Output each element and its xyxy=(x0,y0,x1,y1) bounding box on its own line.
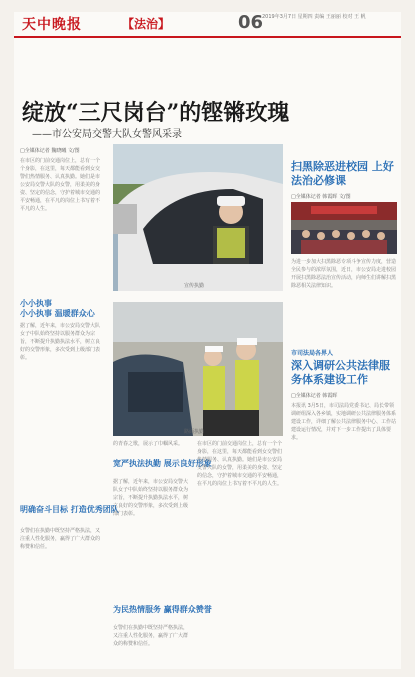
section-heading-3: 宽严执法执勤 展示良好形象 xyxy=(113,459,212,468)
column-1b-text: 据了解，近年来，市公安局交警大队女子中队始终坚持以服务群众为宗旨，不断提升执勤执法水平，树立良好的交警形象，多次受到上级部门表彰。 xyxy=(20,323,101,361)
column-1c-text: 女警们在执勤中既坚持严格执法，又注重人性化服务，赢得了广大群众的称赞和信任。 xyxy=(20,528,101,550)
section-heading-4: 为民热情服务 赢得群众赞誉 xyxy=(113,605,212,614)
column-2-intro: 的青春之歌，展示了巾帼风采。 xyxy=(113,441,184,447)
newspaper-logo: 天中晚报 xyxy=(22,17,82,33)
byline: □全媒体记者 魏晓曦 文/图 xyxy=(20,148,80,154)
school-event-photo xyxy=(291,202,397,254)
sidebar-story-1-byline: □全媒体记者 韩霞晖 文/图 xyxy=(291,194,351,200)
column-1-text: 在市区的门前交通岗位上，总有一个个身影，在这里，每天都能看到女交警们热情服务、认真执勤。她们是市公安局交警大队的女警，用柔美的身姿、坚定的信念，守护着城市交通的平安畅通，在平凡的岗位上书写着不平凡的人生。 xyxy=(20,158,101,212)
traffic-police-photo xyxy=(113,302,283,436)
sidebar-story-2-title: 深入调研公共法律服务体系建设工作 xyxy=(291,359,390,386)
patrol-car-photo xyxy=(113,144,283,291)
subheadline: ——市公安局交警大队女警风采录 xyxy=(32,129,182,140)
section-label: 【法治】 xyxy=(122,17,171,31)
section-heading-2: 明确奋斗目标 打造优秀团队 xyxy=(20,505,119,514)
newspaper-page xyxy=(14,12,401,669)
section-heading-1a: 小小执事 xyxy=(20,299,52,308)
photo-2-caption: 路面执勤 xyxy=(184,429,205,435)
column-2b-text: 女警们在执勤中既坚持严格执法，又注重人性化服务，赢得了广大群众的称赞和信任。 xyxy=(113,625,189,647)
photo-1-caption: 宣传执勤 xyxy=(184,283,205,289)
headline: 绽放“三尺岗台”的铿锵玫瑰 xyxy=(22,100,290,126)
masthead xyxy=(14,12,401,38)
sidebar-story-1-title: 扫黑除恶进校园 上好法治必修课 xyxy=(291,160,394,187)
column-3-text: 在市区的门前交通岗位上，总有一个个身影，在这里，每天都能看到女交警们热情服务、认真执勤。她们是市公安局交警大队的女警，用柔美的身姿、坚定的信念，守护着城市交通的平安畅通，在平凡的岗位上书写着不平凡的人生。 xyxy=(197,441,283,487)
sidebar-story-2-text: 本报讯 3月5日，市司法局党委书记、局长带领调研组深入各乡镇，实地调研公共法律服务体系建设工作，详细了解公共法律服务中心、工作站建设运行情况，并对下一步工作提出了具体要求。 xyxy=(291,403,397,441)
sidebar-story-2-kicker: 市司法局各界人 xyxy=(291,350,334,357)
section-heading-1: 小小执事 温暖群众心 xyxy=(20,309,95,318)
issue-meta: 2019年3月7日 星期四 责编 王丽丽 校对 王 帆 xyxy=(262,14,366,20)
column-2-text: 据了解，近年来，市公安局交警大队女子中队始终坚持以服务群众为宗旨，不断提升执勤执法水平，树立良好的交警形象，多次受到上级部门表彰。 xyxy=(113,479,189,517)
sidebar-story-1-text: 为进一步加大扫黑除恶专项斗争宣传力度，营造全民参与的浓厚氛围，近日，市公安局走进校园开展扫黑除恶法治宣传活动，向师生们讲解扫黑除恶相关法律知识。 xyxy=(291,259,397,289)
page-number: 06 xyxy=(238,12,264,33)
sidebar-story-2-byline: □全媒体记者 韩霞晖 xyxy=(291,393,338,399)
